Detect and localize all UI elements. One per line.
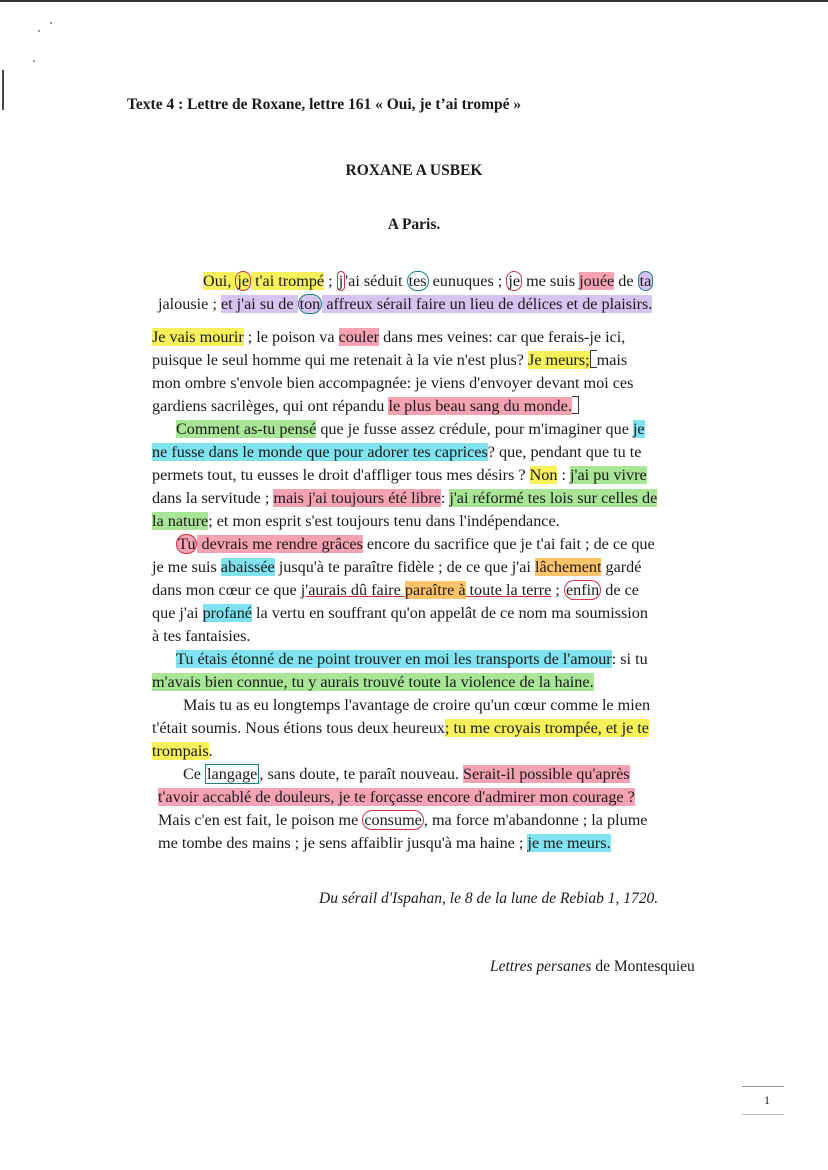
scan-margin-mark [2,70,4,110]
text-run: , ma force m'abandonne ; la plume [423,811,648,829]
text-run: la vertu en souffrant qu'on appelât de ce nom ma soumission [252,604,648,622]
highlight: Serait-il possible qu'après [463,765,630,783]
text-run: de [614,272,638,290]
text-line-19 [183,694,650,716]
text-run: me suis [522,272,580,290]
highlight: m'avais bien connue, tu y aurais trouvé toute la violence de la haine. [152,673,594,691]
highlight: je me meurs. [527,834,611,852]
text-run: ; [324,272,337,290]
text-run: me tombe des mains ; je sens affaiblir jusqu'à ma haine ; [158,834,528,852]
text-line-13 [152,556,641,578]
text-run: Ce [183,765,206,783]
text-line-21 [152,740,213,762]
page-number-rule [742,1114,784,1115]
highlight: Comment as-tu pensé [176,420,317,438]
highlight: Je vais mourir [152,328,244,346]
text-run: : si tu [611,650,648,668]
bracket-close-mark [572,396,579,414]
text-line-8 [152,441,642,463]
text-line-16 [152,625,250,647]
text-run: : [557,466,571,484]
highlight: trompais [152,742,209,760]
text-run: Mais c'en est fait, le poison me [158,811,363,829]
dateline: Du sérail d'Ispahan, le 8 de la lune de Rebiab 1, 1720. [319,890,659,907]
scan-speck [38,30,40,32]
page-number-rule [742,1086,784,1087]
text-line-5 [152,372,633,394]
text-line-7 [176,418,645,440]
highlight: Je meurs; [528,351,590,369]
highlight: Oui, [203,272,236,290]
text-run: à tes fantaisies. [152,627,251,645]
text-line-15 [152,602,648,624]
text-line-12 [176,533,655,555]
text-run: , sans doute, te paraît nouveau. [259,765,464,783]
text-run: encore du sacrifice que je t'ai fait ; de ce que [362,535,655,553]
text-run: gardiens sacrilèges, qui ont répandu [152,397,389,415]
text-run: Mais tu as eu longtemps l'avantage de croire qu'un cœur comme le mien [183,696,651,714]
text-run: mon ombre s'envole bien accompagnée: je viens d'envoyer devant moi ces [152,374,634,392]
text-run: que j'ai [152,604,203,622]
text-run: t'était soumis. Nous étions tous deux heureux [152,719,445,737]
highlight: lâchement [534,558,602,576]
text-run: dans mes veines: car que ferais-je ici, [379,328,626,346]
text-run: eunuques ; [428,272,507,290]
text-line-9 [152,464,647,486]
text-line-18 [152,671,594,693]
text-run: ; le poison va [243,328,339,346]
highlight: mais j'ai toujours été libre [273,489,441,507]
text-line-23 [158,786,635,808]
scan-top-edge [0,0,828,2]
highlight: je [632,420,645,438]
highlight: affreux sérail faire un lieu de délices et de plaisirs. [322,295,653,313]
text-run: 'ai séduit [345,272,407,290]
scan-speck [33,60,35,62]
source-citation [490,958,695,976]
highlight: trompé [278,272,325,290]
text-run: jalousie ; [158,295,221,313]
highlight: la nature [152,512,209,530]
text-line-17 [176,648,648,670]
circled-word: tes [408,272,427,290]
highlight: j'ai réformé tes lois sur celles de [449,489,658,507]
circled-word: consume [364,811,422,829]
text-run: ; et mon esprit s'est toujours tenu dans l'indépendance. [208,512,560,530]
text-run: ; [551,581,564,599]
text-line-14 [152,579,639,601]
underlined-phrase: toute la terre [465,581,552,599]
circled-word: j [338,272,344,290]
text-line-20 [152,717,649,739]
circled-word: ton [299,295,321,313]
text-line-6 [152,395,579,417]
text-run: mais [596,351,628,369]
highlight: couler [338,328,380,346]
text-run: jusqu'à te paraître fidèle ; de ce que j'ai [274,558,535,576]
circled-word: ta [639,272,652,290]
highlight: t'ai [251,272,279,290]
page-number: 1 [764,1093,770,1107]
highlight: j'ai pu vivre [570,466,647,484]
text-line-25 [158,832,611,854]
highlight: Tu étais étonné de ne point trouver en moi les transports de l'amour [176,650,612,668]
highlight: profané [202,604,252,622]
text-run: permets tout, tu eusses le droit d'affliger tous mes désirs ? [152,466,530,484]
text-run: dans mon cœur ce que [152,581,301,599]
letter-place: A Paris. [387,216,441,233]
source-author: de Montesquieu [591,958,695,975]
scan-speck [50,22,52,24]
text-line-11 [152,510,560,532]
text-run: : [440,489,450,507]
underlined-phrase: j'aurais dû faire [300,581,405,599]
highlight: devrais me rendre grâces [197,535,363,553]
text-line-3 [152,326,625,348]
highlight: et j'ai su de [220,295,298,313]
highlight: t'avoir accablé de douleurs, je te forçasse encore d'admirer mon courage ? [158,788,635,806]
text-line-22 [183,763,630,785]
text-run: puisque le seul homme qui me retenait à la vie n'est plus? [152,351,529,369]
text-line-10 [152,487,657,509]
circled-word: enfin [565,581,600,599]
text-line-4 [152,349,627,371]
boxed-word: langage [207,765,258,783]
text-line-2 [158,293,652,315]
highlight: le plus beau sang du monde. [388,397,572,415]
text-run: . [208,742,213,760]
highlight: jouée [579,272,615,290]
circled-word: Tu [178,535,196,553]
text-run: ? que, pendant que tu te [487,443,642,461]
highlight: ; tu me croyais trompée, et je te [444,719,649,737]
letter-title: ROXANE A USBEK [345,162,483,179]
source-title: Lettres persanes [490,958,592,975]
highlight: abaissée [220,558,275,576]
text-line-24 [158,809,647,831]
text-run: de ce [601,581,639,599]
highlight: paraître à [404,581,466,599]
text-run: gardé [601,558,642,576]
highlight: Non [529,466,558,484]
bracket-open-mark [590,350,597,368]
text-run: dans la servitude ; [152,489,274,507]
document-header: Texte 4 : Lettre de Roxane, lettre 161 « Oui, je t’ai trompé » [127,96,522,113]
text-run: je me suis [152,558,221,576]
highlight: ne fusse dans le monde que pour adorer tes caprices [152,443,488,461]
text-run: que je fusse assez crédule, pour m'imaginer que [316,420,633,438]
circled-word: je [237,272,250,290]
circled-word: je [508,272,521,290]
text-line-1 [203,270,653,292]
